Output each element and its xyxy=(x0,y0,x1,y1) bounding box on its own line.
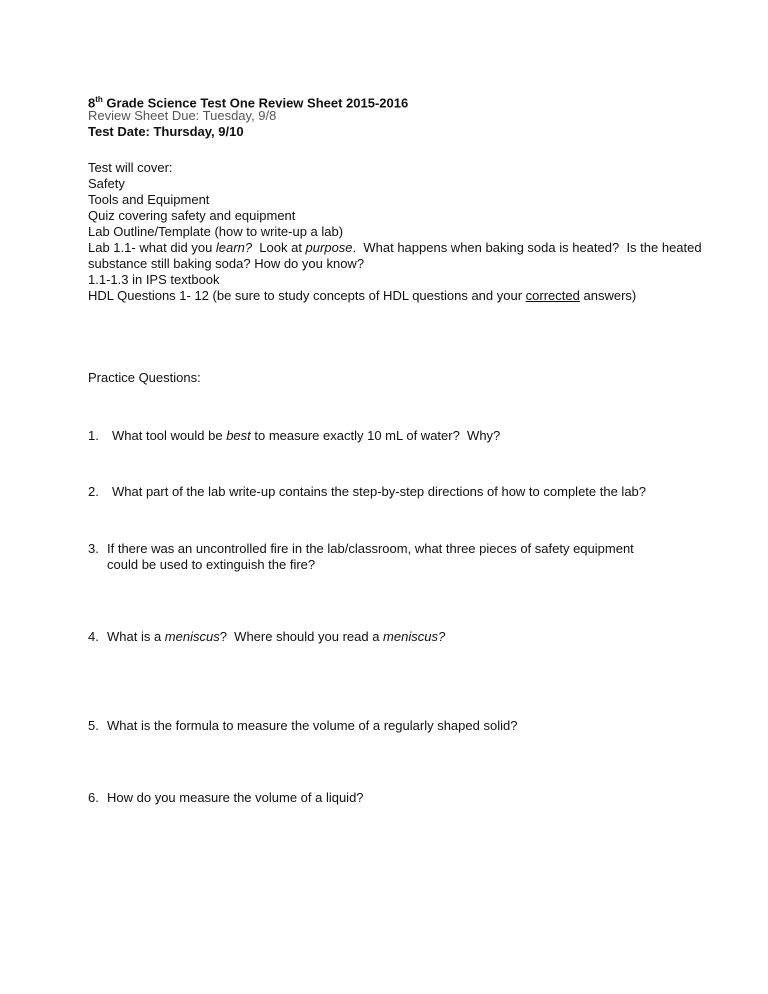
question-2: What part of the lab write-up contains the step-by-step directions of how to complete the lab? xyxy=(112,484,647,499)
question-number: 2. xyxy=(88,484,99,499)
question-number: 6. xyxy=(88,790,99,805)
question-6: How do you measure the volume of a liquid? xyxy=(107,790,364,805)
question-1: What tool would be best to measure exactly 10 mL of water? Why? xyxy=(112,428,501,443)
cover-item: Quiz covering safety and equipment xyxy=(88,208,296,223)
due-date: Review Sheet Due: Tuesday, 9/8 xyxy=(88,108,277,123)
cover-item: Tools and Equipment xyxy=(88,192,210,207)
question-number: 4. xyxy=(88,629,99,644)
cover-textbook: 1.1-1.3 in IPS textbook xyxy=(88,272,220,287)
cover-lab-cont: substance still baking soda? How do you know? xyxy=(88,256,365,271)
question-number: 1. xyxy=(88,428,99,443)
question-5: What is the formula to measure the volume of a regularly shaped solid? xyxy=(107,718,518,733)
question-number: 5. xyxy=(88,718,99,733)
question-number: 3. xyxy=(88,541,99,556)
cover-lab: Lab 1.1- what did you learn? Look at purpose. What happens when baking soda is heated? Is the heated xyxy=(88,240,702,255)
practice-heading: Practice Questions: xyxy=(88,370,201,385)
cover-item: Lab Outline/Template (how to write-up a lab) xyxy=(88,224,344,239)
cover-item: Safety xyxy=(88,176,125,191)
cover-hdl: HDL Questions 1- 12 (be sure to study concepts of HDL questions and your corrected answers) xyxy=(88,288,637,303)
question-3-cont: could be used to extinguish the fire? xyxy=(107,557,316,572)
title: 8th Grade Science Test One Review Sheet 2015-2016 xyxy=(88,95,409,111)
question-4: What is a meniscus? Where should you read a meniscus? xyxy=(107,629,446,644)
test-date: Test Date: Thursday, 9/10 xyxy=(88,124,244,139)
question-3: If there was an uncontrolled fire in the lab/classroom, what three pieces of safety equipment xyxy=(107,541,634,556)
cover-heading: Test will cover: xyxy=(88,160,173,175)
